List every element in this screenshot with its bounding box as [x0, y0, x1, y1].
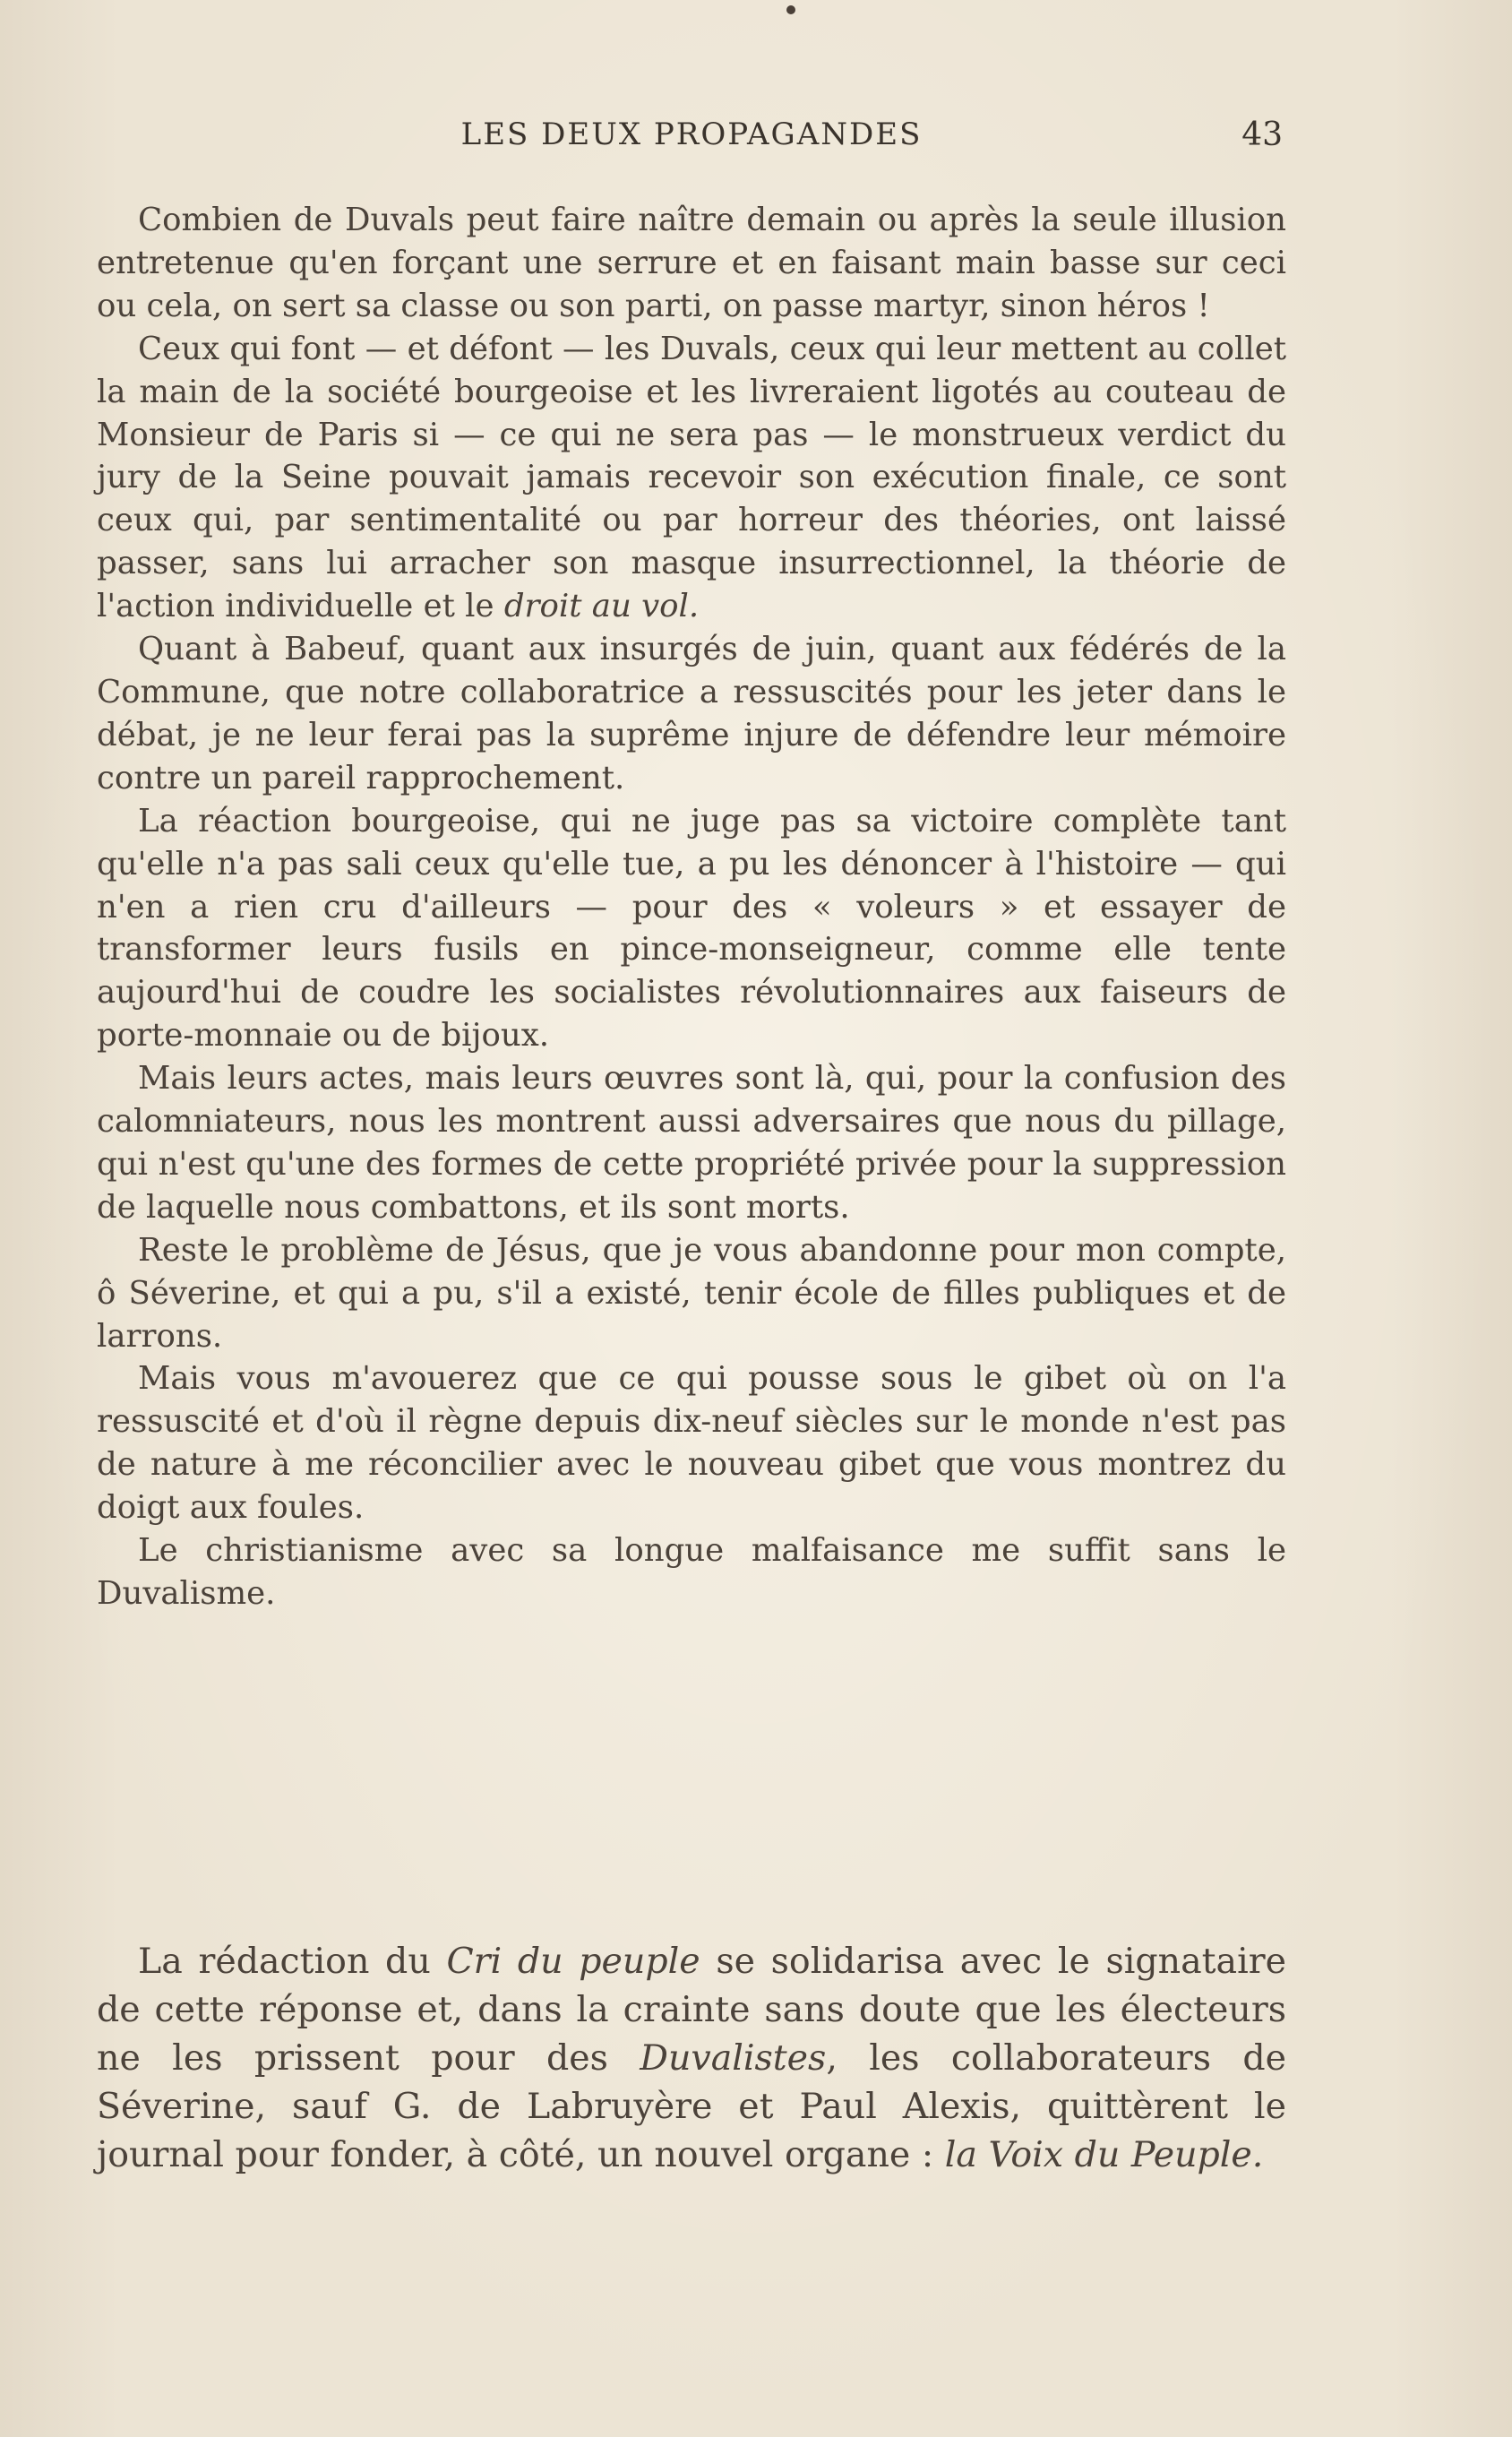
paragraph: Mais leurs actes, mais leurs œuvres sont là, qui, pour la confusion des calomniateurs, nous les montrent aussi adversaires que nous du pillage, qui n'est qu'une des formes de cette propriété privée pour la suppression de laquelle nous combattons, et ils sont morts. [97, 1060, 1286, 1226]
running-head [100, 116, 1283, 158]
paragraph: Combien de Duvals peut faire naître demain ou après la seule illusion entretenue qu'en forçant une serrure et en faisant main basse sur ceci ou cela, on sert sa classe ou son parti, on passe martyr, sinon héros ! [97, 202, 1286, 324]
afterword-text: La rédaction du [138, 1941, 447, 1982]
newspaper-title: la Voix du Peuple. [944, 2134, 1264, 2175]
italic-term: Duvalistes [640, 2037, 827, 2079]
afterword-text: , les collaborateurs de Séverine, sauf G. de Labruyère et Paul Alexis, quittèrent le journal pour fonder, à côté, un nouvel organe : [97, 2037, 1286, 2175]
paragraph: Quant à Babeuf, quant aux insurgés de juin, quant aux fédérés de la Commune, que notre collaboratrice a ressuscités pour les jeter dans le débat, je ne leur ferai pas la suprême injure de défendre leur mémoire contre un pareil rapprochement. [97, 631, 1286, 797]
paragraph: Mais vous m'avouerez que ce qui pousse sous le gibet où on l'a ressuscité et d'où il règne depuis dix-neuf siècles sur le monde n'est pas de nature à me réconcilier avec le nouveau gibet que vous montrez du doigt aux foules. [97, 1360, 1286, 1527]
ink-dot [786, 5, 795, 14]
paragraph: Reste le problème de Jésus, que je vous abandonne pour mon compte, ô Séverine, et qui a pu, s'il a existé, tenir école de filles publiques et de larrons. [97, 1231, 1286, 1355]
running-title: LES DEUX PROPAGANDES [460, 116, 923, 152]
paragraph: La réaction bourgeoise, qui ne juge pas sa victoire complète tant qu'elle n'a pas sali ceux qu'elle tue, a pu les dénoncer à l'histoire — qui n'en a rien cru d'ailleurs — pour des « voleurs » et essayer de transformer leurs fusils en pince-monseigneur, comme elle tente aujourd'hui de coudre les socialistes révolutionnaires aux faiseurs de porte-monnaie ou de bijoux. [97, 802, 1286, 1055]
afterword-paragraph [97, 1937, 1286, 2179]
afterword-text: se solidarisa avec le signataire de cette réponse et, dans la crainte sans doute que les électeurs ne les prissent pour des [97, 1941, 1286, 2079]
body-text [97, 199, 1286, 1615]
paragraph-text: Ceux qui font — et défont — les Duvals, ceux qui leur mettent au collet la main de la société bourgeoise et les livreraient ligotés au couteau de Monsieur de Paris si — ce qui ne sera pas — le monstrueux verdict du jury de la Seine pouvait jamais recevoir son exécution finale, ce sont ceux qui, par sentimentalité ou par horreur des théories, ont laissé passer, sans lui arracher son masque insurrectionnel, la théorie de l'action individuelle et le [97, 330, 1286, 625]
italic-phrase: droit au vol. [503, 588, 700, 625]
afterword [97, 1937, 1286, 2179]
page-number: 43 [1241, 116, 1283, 153]
paragraph: Le christianisme avec sa longue malfaisance me suffit sans le Duvalisme. [97, 1532, 1286, 1612]
paragraph [97, 328, 1286, 628]
newspaper-title: Cri du peuple [446, 1941, 700, 1982]
